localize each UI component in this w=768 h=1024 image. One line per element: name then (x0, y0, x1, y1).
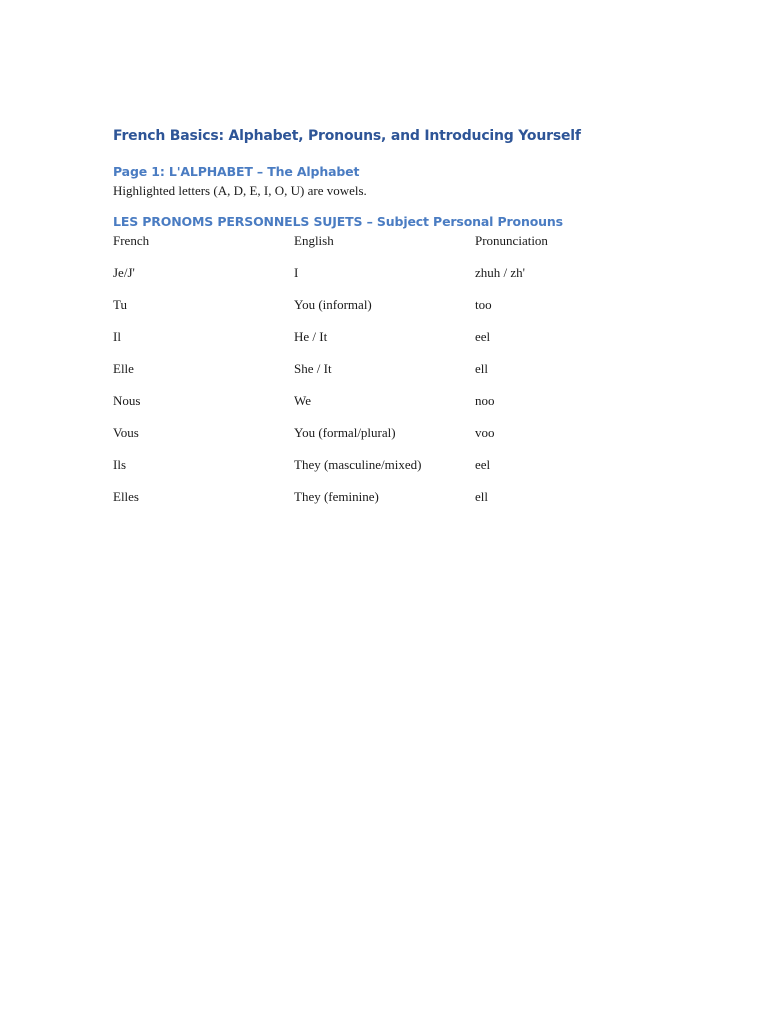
table-row (113, 414, 625, 446)
table-row (113, 350, 625, 382)
pronouns-table-header (113, 232, 625, 254)
document-content (113, 124, 673, 510)
cell-pronunciation: voo (475, 425, 495, 440)
cell-pronunciation: ell (475, 361, 488, 376)
cell-pronunciation: eel (475, 457, 491, 472)
cell-french: Il (113, 329, 121, 344)
cell-french: Ils (113, 457, 126, 472)
cell-pronunciation: ell (475, 489, 488, 504)
document-title: French Basics: Alphabet, Pronouns, and Introducing Yourself (113, 128, 581, 144)
table-row (113, 478, 625, 510)
alphabet-heading: Page 1: L'ALPHABET – The Alphabet (113, 164, 360, 179)
table-row (113, 318, 625, 350)
column-header-french: French (113, 233, 150, 248)
cell-english: They (feminine) (294, 489, 379, 504)
pronouns-heading: LES PRONOMS PERSONNELS SUJETS – Subject Personal Pronouns (113, 214, 563, 229)
cell-pronunciation: noo (475, 393, 495, 408)
cell-french: Tu (113, 297, 127, 312)
cell-french: Elle (113, 361, 134, 376)
cell-english: They (masculine/mixed) (294, 457, 422, 472)
cell-english: She / It (294, 361, 332, 376)
table-header-row (113, 232, 625, 254)
cell-french: Je/J' (113, 265, 135, 280)
cell-french: Elles (113, 489, 139, 504)
cell-pronunciation: zhuh / zh' (475, 265, 525, 280)
pronouns-table (113, 232, 625, 510)
cell-english: You (informal) (294, 297, 372, 312)
cell-french: Vous (113, 425, 139, 440)
table-row (113, 446, 625, 478)
cell-pronunciation: too (475, 297, 492, 312)
table-row (113, 382, 625, 414)
column-header-pronunciation: Pronunciation (475, 233, 548, 248)
cell-pronunciation: eel (475, 329, 491, 344)
table-row (113, 254, 625, 286)
cell-french: Nous (113, 393, 141, 408)
cell-english: We (294, 393, 311, 408)
column-header-english: English (294, 233, 334, 248)
pronouns-table-body (113, 254, 625, 510)
cell-english: He / It (294, 329, 328, 344)
cell-english: I (294, 265, 299, 280)
table-row (113, 286, 625, 318)
alphabet-note: Highlighted letters (A, D, E, I, O, U) are vowels. (113, 183, 367, 198)
cell-english: You (formal/plural) (294, 425, 396, 440)
